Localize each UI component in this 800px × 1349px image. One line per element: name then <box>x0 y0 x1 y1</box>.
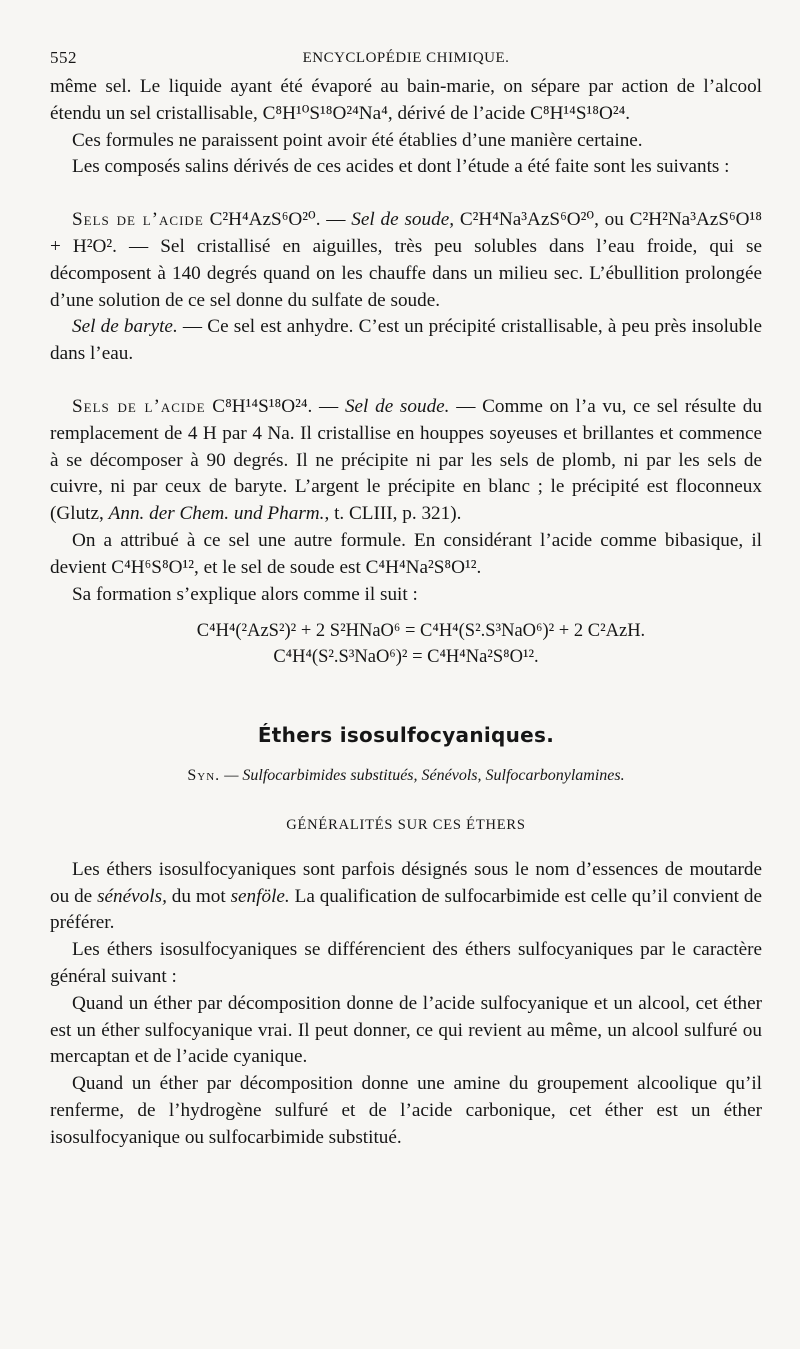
equation: C⁴H⁴(S².S³NaO⁶)² = C⁴H⁴Na²S⁸O¹². <box>273 647 539 668</box>
paragraph: Sa formation s’explique alors comme il suit : <box>72 583 418 605</box>
running-title: ENCYCLOPÉDIE CHIMIQUE. <box>302 50 510 66</box>
running-header <box>50 48 762 74</box>
paragraph-baryte <box>50 314 762 368</box>
paragraph: Quand un éther par décomposition donne une amine du groupement alcoolique qu’il renferme, de l’hydrogène sulfuré et de l’acide carbonique, cet éther est un éther isosulfocyanique ou sulfocarbimide substitué. <box>50 1073 762 1148</box>
paragraph-text: — Ce sel est anhydre. C’est un précipité cristallisable, à peu près insoluble dans l’eau. <box>50 316 762 365</box>
citation: Ann. der Chem. und Pharm. <box>108 503 325 525</box>
paragraph: même sel. Le liquide ayant été évaporé au bain-marie, on sépare par action de l’alcool étendu un sel cristallisable, C⁸H¹⁰S¹⁸O²⁴Na⁴, dérivé de l’acide C⁸H¹⁴S¹⁸O²⁴. <box>50 76 762 124</box>
paragraph: Les éthers isosulfocyaniques se différencient des éthers sulfocyaniques par le caractère général suivant : <box>50 939 762 987</box>
syn-label: Syn. <box>187 767 221 785</box>
page-number: 552 <box>50 48 77 67</box>
paragraph: Ces formules ne paraissent point avoir été établies d’une manière certaine. <box>72 129 643 151</box>
syn-text: — Sulfocarbimides substitués, Sénévols, Sulfocarbonylamines. <box>220 767 625 785</box>
subheading: GÉNÉRALITÉS SUR CES ÉTHERS <box>286 816 526 833</box>
synonyms-line <box>50 763 762 790</box>
paragraph-salts-acid-2 <box>50 394 762 528</box>
paragraph-text: C²H⁴Na³AzS⁶O²⁰, ou C²H²Na³AzS⁶O¹⁸ + H²O². — Sel cristallisé en aiguilles, très peu solubles dans l’eau froide, qui se décomposent à 140 degrés quand on les chauffe dans un milieu sec. L’ébullition prolongée d’une solution de ce sel donne du sulfate de soude. <box>50 209 762 311</box>
page <box>50 48 762 1152</box>
italic-term: sénévols, <box>97 885 167 907</box>
paragraph-text: La qualification de sulfocarbimide est celle qu’il convient de préférer. <box>50 885 762 934</box>
italic-term: Sel de baryte. <box>72 316 178 338</box>
equation-block <box>50 618 762 670</box>
paragraph: Les composés salins dérivés de ces acides et dont l’étude a été faite sont les suivants : <box>72 156 730 178</box>
paragraph: On a attribué à ce sel une autre formule. En considérant l’acide comme bibasique, il devient C⁴H⁶S⁸O¹², et le sel de soude est C⁴H⁴Na²S⁸O¹². <box>50 529 762 578</box>
paragraph-text: Les éthers isosulfocyaniques sont parfois désignés sous le nom d’essences de moutarde ou de <box>50 858 762 907</box>
italic-term: senföle. <box>230 885 290 907</box>
body-text <box>50 74 762 1152</box>
equation: C⁴H⁴(²AzS²)² + 2 S²HNaO⁶ = C⁴H⁴(S².S³NaO⁶)² + 2 C²AzH. <box>196 621 646 642</box>
section-lead: Sels de l’acide <box>72 395 206 417</box>
paragraph-text: du mot <box>166 885 231 907</box>
paragraph-salts-acid-1 <box>50 207 762 314</box>
paragraph <box>50 857 762 937</box>
formula-text: C⁸H¹⁴S¹⁸O²⁴. — <box>205 395 345 417</box>
paragraph-text: — Comme on l’a vu, ce sel résulte du remplacement de 4 H par 4 Na. Il cristallise en houppes soyeuses et brillantes et commence à se décomposer à 90 degrés. Il ne précipite ni par les sels de plomb, ni par les sels de cuivre, ni par ceux de baryte. L’argent le précipite en blanc ; le précipité est floconneux (Glutz, <box>50 395 762 525</box>
italic-term: Sel de soude. <box>344 395 450 417</box>
section-lead: Sels de l’acide <box>72 209 204 231</box>
section-title: Éthers isosulfocyaniques. <box>257 723 555 748</box>
paragraph-text: , t. CLIII, p. 321). <box>324 503 462 525</box>
italic-term: Sel de soude, <box>351 209 455 231</box>
formula-text: C²H⁴AzS⁶O²⁰. — <box>203 209 352 231</box>
paragraph: Quand un éther par décomposition donne de l’acide sulfocyanique et un alcool, cet éther est un éther sulfocyanique vrai. Il peut donner, ce qui revient au même, un alcool sulfuré ou mercaptan et de l’acide cyanique. <box>50 992 762 1068</box>
